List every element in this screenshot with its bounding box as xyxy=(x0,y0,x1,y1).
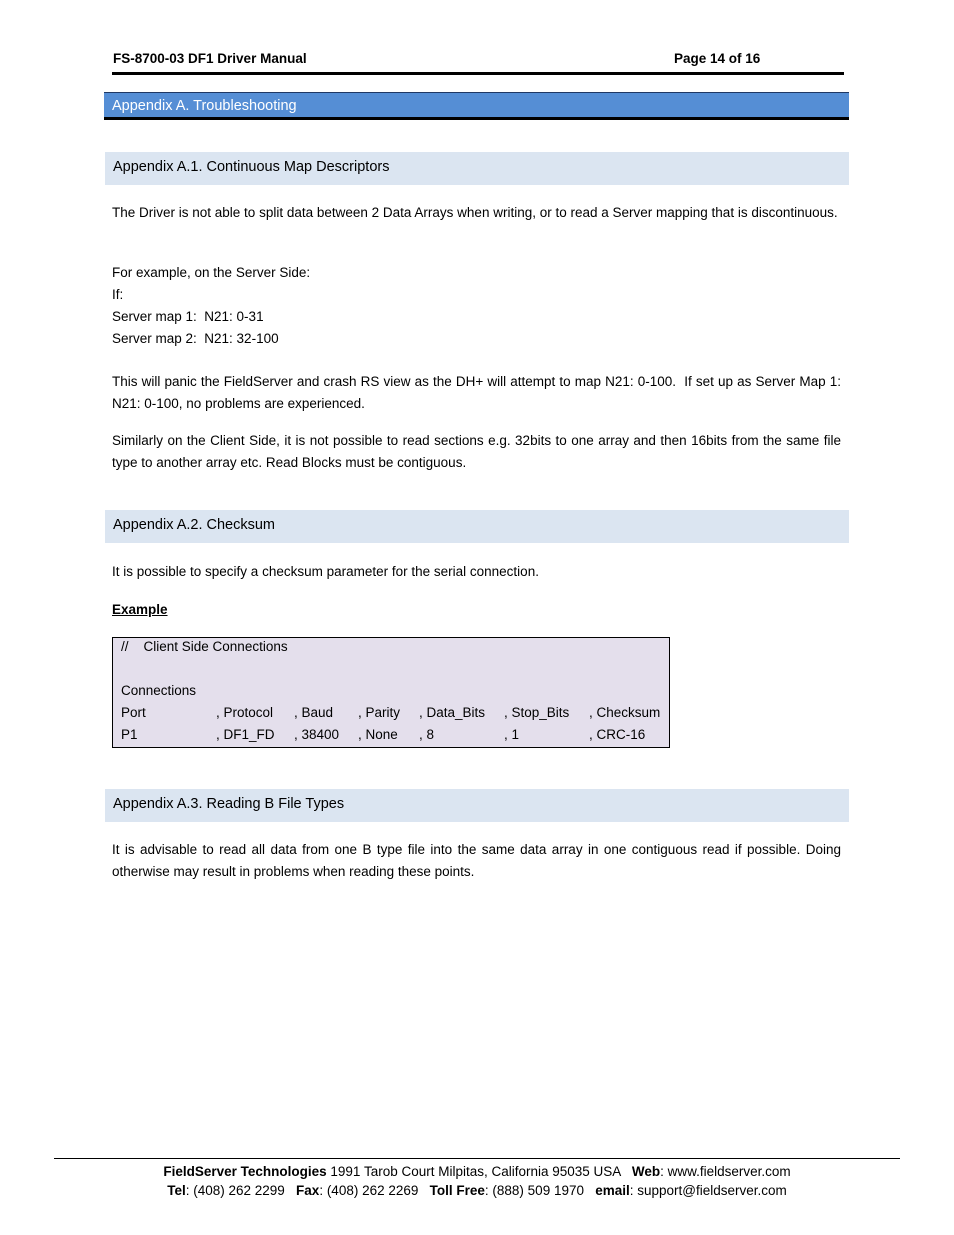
page-number: Page 14 of 16 xyxy=(674,51,761,66)
code-column-header: , Baud xyxy=(294,705,334,720)
fax-value: : (408) 262 2269 xyxy=(319,1183,430,1198)
fax-label: Fax xyxy=(296,1183,320,1198)
code-cell: , DF1_FD xyxy=(216,727,275,742)
example-label: Example xyxy=(112,602,168,617)
code-example-box xyxy=(112,637,670,748)
document-title: FS-8700-03 DF1 Driver Manual xyxy=(113,51,307,66)
code-cell: , 8 xyxy=(419,727,435,742)
paragraph: This will panic the FieldServer and crash RS view as the DH+ will attempt to map N21: 0-100. If set up as Server Map 1: N21: 0-100, no problems are experienced. xyxy=(112,374,845,411)
paragraph: The Driver is not able to split data between 2 Data Arrays when writing, or to read a Server mapping that is discontinuous. xyxy=(112,205,838,220)
web-label: Web xyxy=(631,1164,661,1179)
text-line: For example, on the Server Side: xyxy=(112,265,311,280)
code-column-header: , Protocol xyxy=(216,705,274,720)
web-link[interactable]: : www.fieldserver.com xyxy=(660,1164,791,1179)
paragraph: It is possible to specify a checksum parameter for the serial connection. xyxy=(112,564,539,579)
paragraph: It is advisable to read all data from one B type file into the same data array in one contiguous read if possible. Doing otherwise may result in problems when reading these points. xyxy=(112,842,841,879)
code-cell: , CRC-16 xyxy=(589,727,646,742)
code-heading: Connections xyxy=(121,683,197,698)
footer-divider xyxy=(54,1158,900,1159)
code-column-header: , Data_Bits xyxy=(419,705,486,720)
code-column-header: , Parity xyxy=(358,705,401,720)
company-name: FieldServer Technologies xyxy=(163,1164,327,1179)
footer-contact-line xyxy=(0,1181,954,1200)
tollfree-value: : (888) 509 1970 xyxy=(484,1183,596,1198)
section-heading-checksum: Appendix A.2. Checksum xyxy=(105,510,849,543)
text-line: Server map 2: N21: 32-100 xyxy=(112,331,279,346)
tollfree-label: Toll Free xyxy=(429,1183,485,1198)
text-line: If: xyxy=(112,287,124,302)
code-cell: , 1 xyxy=(504,727,520,742)
paragraph: Similarly on the Client Side, it is not possible to read sections e.g. 32bits to one array and then 16bits from the same file type to another array etc. Read Blocks must be contiguous. xyxy=(112,433,841,470)
section-heading-reading-b-files: Appendix A.3. Reading B File Types xyxy=(105,789,849,822)
code-cell: , None xyxy=(358,727,398,742)
company-address: 1991 Tarob Court Milpitas, California 95035 USA xyxy=(326,1164,632,1179)
code-column-header: Port xyxy=(121,705,146,720)
code-comment: // Client Side Connections xyxy=(121,639,288,654)
code-column-header: , Checksum xyxy=(589,705,661,720)
section-heading-continuous-map: Appendix A.1. Continuous Map Descriptors xyxy=(105,152,849,185)
email-link[interactable]: : support@fieldserver.com xyxy=(629,1183,787,1198)
tel-label: Tel xyxy=(167,1183,186,1198)
code-column-header: , Stop_Bits xyxy=(504,705,570,720)
text-line: Server map 1: N21: 0-31 xyxy=(112,309,264,324)
code-cell: , 38400 xyxy=(294,727,340,742)
header-divider xyxy=(112,72,844,75)
footer-address-line xyxy=(0,1162,954,1181)
tel-value: : (408) 262 2299 xyxy=(185,1183,297,1198)
code-cell: P1 xyxy=(121,727,138,742)
appendix-heading: Appendix A. Troubleshooting xyxy=(104,92,849,120)
email-label: email xyxy=(595,1183,630,1198)
